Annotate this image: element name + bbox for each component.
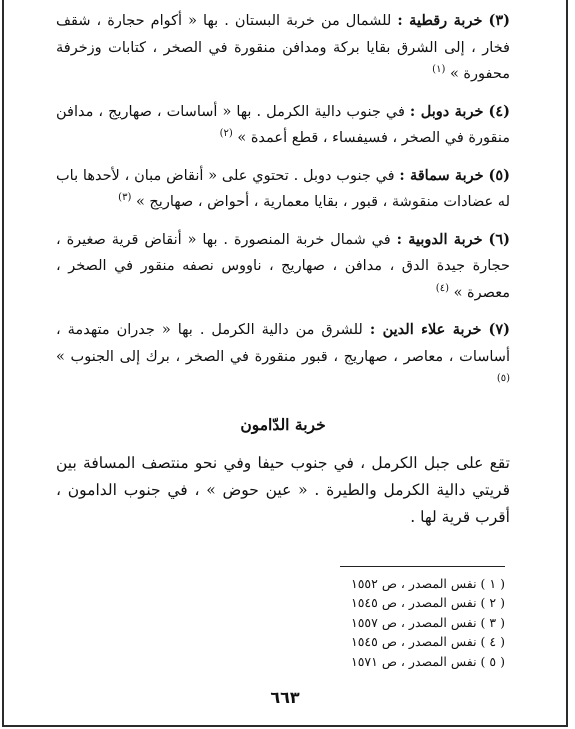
entry-text: للشرق من دالية الكرمل . بها « جدران متهدمة ، أساسات ، معاصر ، صهاريج ، قبور منقورة في الصخر ، برك إلى الجنوب » [56, 322, 510, 365]
entry-name: خربة سماقة : [399, 166, 484, 184]
footnote-divider [340, 566, 505, 567]
footnote-ref: (٤) [435, 282, 449, 294]
entry-number: (٧) [488, 321, 511, 338]
entry-6 [56, 227, 510, 307]
entry-7 [56, 317, 510, 397]
entry-5 [56, 163, 510, 216]
entry-4 [56, 99, 510, 152]
footnote-ref: (٢) [219, 128, 233, 140]
footnote-item: ( ٥ ) نفس المصدر ، ص ١٥٧١ [351, 653, 505, 669]
entry-name: خربة دوبل : [409, 102, 484, 120]
page-body [56, 8, 510, 531]
section-heading: خربة الدّامون [240, 414, 326, 434]
entry-name: خربة علاء الدين : [369, 321, 482, 338]
entry-text: في شمال خربة المنصورة . بها « أنقاض قرية صغيرة ، حجارة جيدة الدق ، مدافن ، صهاريج ، ناووس نصفه منقور في الصخر ، معصرة » [56, 231, 510, 301]
entry-name: خربة الدوبية : [396, 230, 483, 248]
page-number: ٦٦٣ [270, 688, 300, 707]
footnote-ref: (١) [432, 64, 446, 76]
section-paragraph: تقع على جبل الكرمل ، في جنوب حيفا وفي نحو منتصف المسافة بين قريتي دالية الكرمل والطيرة . « عين حوض » ، في جنوب الدامون ، أقرب قرية لها . [56, 453, 510, 526]
entry-number: (٤) [488, 102, 510, 120]
entry-text: للشمال من خربة البستان . بها « أكوام حجارة ، شقف فخار ، إلى الشرق بقايا بركة ومدافن منقورة في الصخر ، كتابات وزخرفة محفورة » [56, 13, 510, 82]
entry-number: (٥) [488, 166, 510, 184]
footnote-item: ( ٢ ) نفس المصدر ، ص ١٥٤٥ [351, 595, 505, 611]
entry-3 [56, 8, 510, 88]
entry-number: (٦) [488, 230, 511, 248]
footnote-item: ( ١ ) نفس المصدر ، ص ١٥٥٢ [351, 576, 505, 591]
footnote-ref: (٥) [496, 373, 510, 385]
entry-number: (٣) [488, 12, 511, 29]
footnote-ref: (٣) [118, 192, 132, 204]
entry-text: في جنوب دوبل . تحتوي على « أنقاض مبان ، لأحدها باب له عضادات منقوشة ، قبور ، بقايا معمارية ، أحواض ، صهاريج » [56, 167, 510, 210]
footnote-item: ( ٤ ) نفس المصدر ، ص ١٥٤٥ [351, 634, 505, 650]
entry-name: خربة رقطية : [397, 12, 483, 29]
footnotes-list [304, 574, 505, 671]
page-frame [2, 0, 568, 727]
entry-text: في جنوب دالية الكرمل . بها « أساسات ، صهاريج ، مدافن منقورة في الصخر ، فسيفساء ، قطع أعمدة » [56, 103, 510, 146]
footnote-item: ( ٣ ) نفس المصدر ، ص ١٥٥٧ [351, 614, 505, 630]
